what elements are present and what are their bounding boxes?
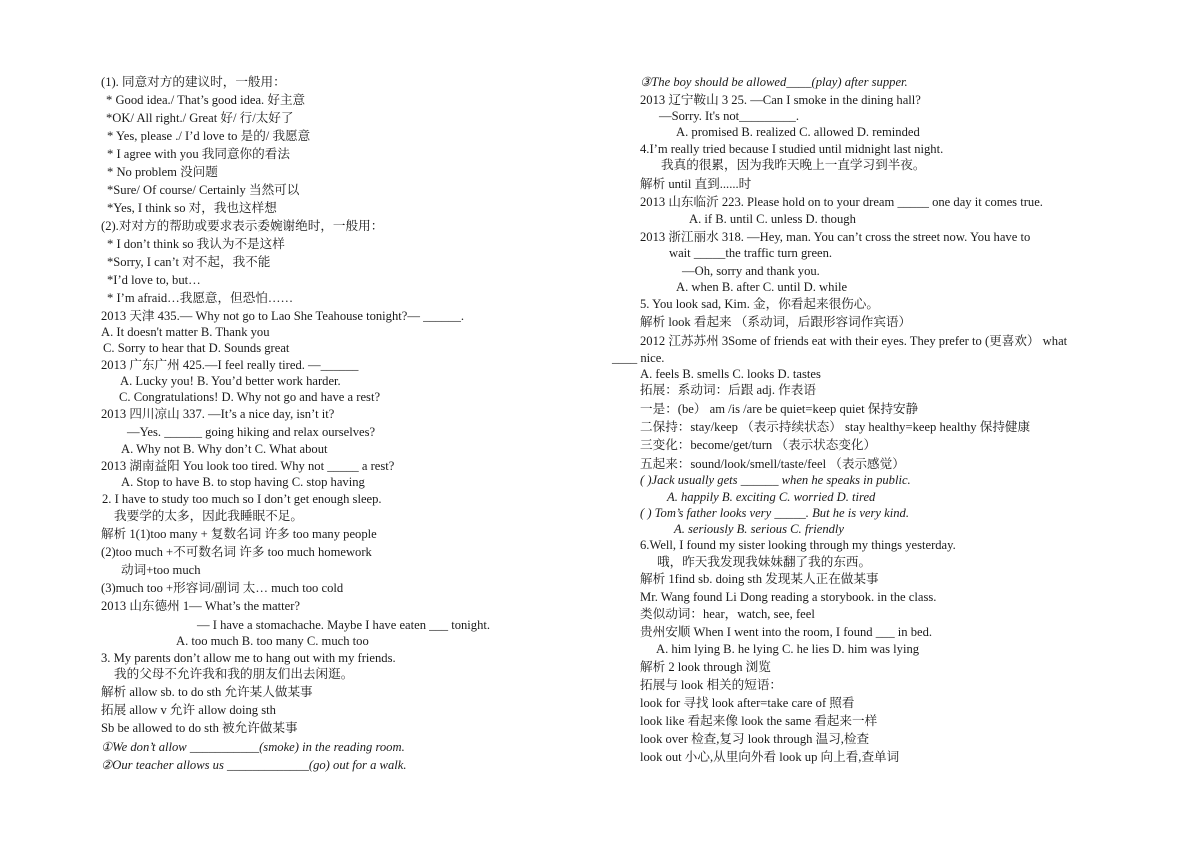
- text-line: 2013 浙江丽水 318. —Hey, man. You can’t cross the street now. You have to: [640, 230, 1031, 244]
- text-line: 2013 辽宁鞍山 3 25. —Can I smoke in the dining hall?: [640, 93, 921, 107]
- text-line: A. Lucky you! B. You’d better work harder.: [120, 374, 341, 388]
- text-line: A. him lying B. he lying C. he lies D. him was lying: [656, 642, 920, 656]
- text-line: (3)much too +形容词/副词 太… much too cold: [101, 581, 344, 595]
- text-line: 拓展与 look 相关的短语：: [640, 678, 783, 692]
- text-line: 3. My parents don’t allow me to hang out with my friends.: [101, 651, 396, 665]
- text-line: 拓展：系动词：后跟 adj. 作表语: [640, 383, 816, 397]
- text-line: *Sorry, I can’t 对不起，我不能: [107, 255, 271, 269]
- text-line: C. Congratulations! D. Why not go and have a rest?: [119, 390, 381, 404]
- text-line: 解析 allow sb. to do sth 允许某人做某事: [101, 685, 313, 699]
- text-line: * No problem 没问题: [107, 165, 218, 179]
- text-line: 4.I’m really tried because I studied until midnight last night.: [640, 142, 944, 156]
- text-line: 我要学的太多，因此我睡眠不足。: [114, 509, 303, 523]
- text-line: look over 检查,复习 look through 温习,检查: [640, 732, 870, 746]
- text-line: 解析 1find sb. doing sth 发现某人正在做某事: [640, 572, 879, 586]
- text-line: 2013 湖南益阳 You look too tired. Why not _____ a rest?: [101, 459, 395, 473]
- text-line: ②Our teacher allows us _____________(go) out for a walk.: [101, 758, 407, 772]
- text-line: 2013 山东德州 1— What’s the matter?: [101, 599, 301, 613]
- text-line: * Yes, please ./ I’d love to 是的/ 我愿意: [107, 129, 311, 143]
- text-line: look out 小心,从里向外看 look up 向上看,查单词: [640, 750, 900, 764]
- text-line: 2013 广东广州 425.—I feel really tired. —______: [101, 358, 359, 372]
- text-line: 2012 江苏苏州 3Some of friends eat with their eyes. They prefer to (更喜欢） what: [640, 334, 1068, 348]
- text-line: ( )Jack usually gets ______ when he speaks in public.: [640, 473, 911, 487]
- text-line: 我的父母不允许我和我的朋友们出去闲逛。: [114, 667, 354, 681]
- text-line: (2)too much +不可数名词 许多 too much homework: [101, 545, 372, 559]
- text-line: 解析 look 看起来 （系动词，后跟形容词作宾语）: [640, 315, 912, 329]
- text-line: 拓展 allow v 允许 allow doing sth: [101, 703, 276, 717]
- text-line: 类似动词：hear，watch, see, feel: [640, 607, 815, 621]
- text-line: A. when B. after C. until D. while: [676, 280, 848, 294]
- text-line: A. Stop to have B. to stop having C. stop having: [121, 475, 365, 489]
- text-line: look like 看起来像 look the same 看起来一样: [640, 714, 878, 728]
- text-line: 贵州安顺 When I went into the room, I found ___ in bed.: [640, 625, 933, 639]
- text-line: A. feels B. smells C. looks D. tastes: [640, 367, 821, 381]
- text-line: (2).对对方的帮助或要求表示委婉谢绝时，一般用：: [101, 219, 384, 233]
- text-line: * I don’t think so 我认为不是这样: [107, 237, 285, 251]
- text-line: ①We don’t allow ___________(smoke) in the reading room.: [101, 740, 405, 754]
- text-line: * I agree with you 我同意你的看法: [107, 147, 290, 161]
- text-line: 动词+too much: [121, 563, 201, 577]
- text-line: Mr. Wang found Li Dong reading a storybook. in the class.: [640, 590, 937, 604]
- text-line: look for 寻找 look after=take care of 照看: [640, 696, 855, 710]
- text-line: — I have a stomachache. Maybe I have eaten ___ tonight.: [197, 618, 491, 632]
- text-line: Sb be allowed to do sth 被允许做某事: [101, 721, 298, 735]
- text-line: *Yes, I think so 对，我也这样想: [107, 201, 277, 215]
- text-line: (1). 同意对方的建议时，一般用：: [101, 75, 286, 89]
- text-line: 2013 天津 435.— Why not go to Lao She Teahouse tonight?— ______.: [101, 309, 465, 323]
- text-line: wait _____the traffic turn green.: [669, 246, 833, 260]
- text-line: 我真的很累，因为我昨天晚上一直学习到半夜。: [661, 158, 926, 172]
- text-line: —Sorry. It's not_________.: [659, 109, 799, 123]
- text-line: 三变化：become/get/turn （表示状态变化）: [640, 438, 877, 452]
- text-line: A. promised B. realized C. allowed D. reminded: [676, 125, 920, 139]
- text-line: *I’d love to, but…: [107, 273, 201, 287]
- text-line: A. too much B. too many C. much too: [176, 634, 369, 648]
- text-line: 解析 1(1)too many + 复数名词 许多 too many people: [101, 527, 377, 541]
- text-line: 解析 until 直到......时: [640, 177, 752, 191]
- text-line: A. It doesn't matter B. Thank you: [101, 325, 270, 339]
- text-line: A. seriously B. serious C. friendly: [674, 522, 845, 536]
- text-line: C. Sorry to hear that D. Sounds great: [103, 341, 290, 355]
- text-line: 5. You look sad, Kim. 金，你看起来很伤心。: [640, 297, 879, 311]
- text-line: 2013 四川凉山 337. —It’s a nice day, isn’t it?: [101, 407, 335, 421]
- text-line: 解析 2 look through 浏览: [640, 660, 771, 674]
- text-line: 2013 山东临沂 223. Please hold on to your dream _____ one day it comes true.: [640, 195, 1043, 209]
- text-line: *OK/ All right./ Great 好/ 行/太好了: [106, 111, 294, 125]
- text-line: ____ nice.: [612, 351, 665, 365]
- text-line: —Yes. ______ going hiking and relax ourselves?: [127, 425, 376, 439]
- text-line: 二保持：stay/keep （表示持续状态） stay healthy=keep healthy 保持健康: [640, 420, 1031, 434]
- text-line: 一是：(be） am /is /are be quiet=keep quiet 保持安静: [640, 402, 919, 416]
- text-line: 6.Well, I found my sister looking through my things yesterday.: [640, 538, 956, 552]
- text-line: A. Why not B. Why don’t C. What about: [121, 442, 328, 456]
- text-line: ( ) Tom’s father looks very _____. But he is very kind.: [640, 506, 909, 520]
- text-line: A. if B. until C. unless D. though: [689, 212, 856, 226]
- text-line: A. happily B. exciting C. worried D. tired: [667, 490, 876, 504]
- text-line: * I’m afraid…我愿意，但恐怕……: [107, 291, 294, 305]
- text-line: * Good idea./ That’s good idea. 好主意: [106, 93, 306, 107]
- text-line: *Sure/ Of course/ Certainly 当然可以: [107, 183, 300, 197]
- text-line: 2. I have to study too much so I don’t get enough sleep.: [102, 492, 382, 506]
- text-line: 五起来：sound/look/smell/taste/feel （表示感觉）: [640, 457, 905, 471]
- text-line: 哦，昨天我发现我妹妹翻了我的东西。: [657, 555, 872, 569]
- text-line: ③The boy should be allowed____(play) after supper.: [640, 75, 908, 89]
- text-line: —Oh, sorry and thank you.: [682, 264, 820, 278]
